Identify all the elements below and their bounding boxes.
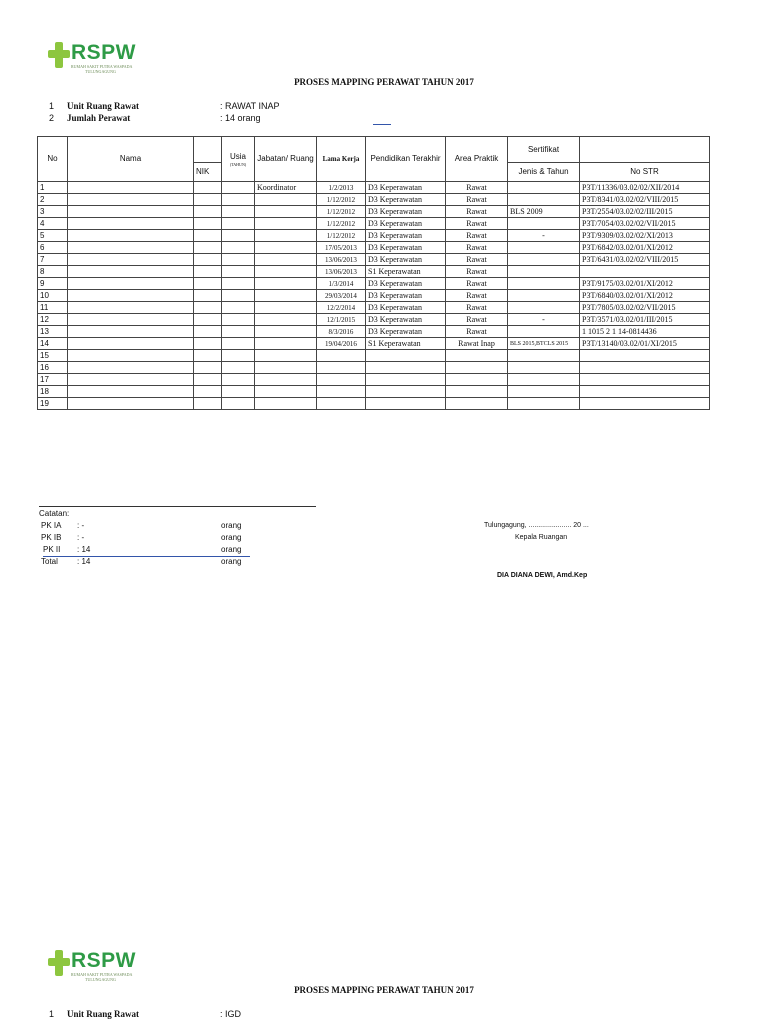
- cell-area-praktik: Rawat: [446, 206, 508, 218]
- cell-no-str: P3T/9175/03.02/01/XI/2012: [580, 278, 710, 290]
- cell-pendidikan: D3 Keperawatan: [366, 278, 446, 290]
- hospital-logo: [48, 42, 136, 74]
- logo-name: RSPW: [71, 949, 136, 972]
- cell-jabatan: [255, 302, 317, 314]
- cell-usia: [222, 314, 255, 326]
- cell-no: 17: [38, 374, 68, 386]
- header-sertifikat: Sertifikat: [508, 137, 580, 163]
- cell-nama: [68, 374, 194, 386]
- header-lama-kerja: Lama Kerja: [317, 137, 366, 182]
- cell-nik: [194, 374, 222, 386]
- cell-nik: [194, 326, 222, 338]
- header-nik: NIK: [194, 163, 222, 182]
- note-row-unit: orang: [221, 545, 242, 554]
- table-row: [38, 194, 710, 206]
- header-no-str: No STR: [580, 163, 710, 182]
- cell-sertifikat: -: [508, 230, 580, 242]
- signature-place-date: Tulungagung, ...................... 20 ...: [484, 522, 589, 529]
- cell-no: 8: [38, 266, 68, 278]
- cell-no-str: P3T/8341/03.02/02/VIII/2015: [580, 194, 710, 206]
- note-row-value: : -: [77, 521, 85, 530]
- cell-area-praktik: Rawat: [446, 242, 508, 254]
- logo-city: TULUNGAGUNG: [85, 977, 116, 982]
- cell-no-str: P3T/6431/03.02/02/VIII/2015: [580, 254, 710, 266]
- table-row: [38, 398, 710, 410]
- cell-area-praktik: [446, 374, 508, 386]
- cell-nik: [194, 254, 222, 266]
- header-nama: Nama: [68, 137, 194, 182]
- header-usia-unit: (TAHUN): [229, 161, 247, 167]
- cell-area-praktik: Rawat: [446, 326, 508, 338]
- cell-nik: [194, 314, 222, 326]
- cell-usia: [222, 338, 255, 350]
- cell-nik: [194, 338, 222, 350]
- cell-no: 7: [38, 254, 68, 266]
- header-usia: [222, 137, 255, 182]
- cell-area-praktik: Rawat: [446, 218, 508, 230]
- cell-no: 4: [38, 218, 68, 230]
- cell-sertifikat: [508, 386, 580, 398]
- cell-usia: [222, 398, 255, 410]
- cell-jabatan: [255, 386, 317, 398]
- cell-jabatan: [255, 194, 317, 206]
- header-jabatan: Jabatan/ Ruang: [255, 137, 317, 182]
- cell-area-praktik: Rawat: [446, 314, 508, 326]
- cell-sertifikat: [508, 302, 580, 314]
- cell-pendidikan: [366, 350, 446, 362]
- cell-no-str: P3T/6842/03.02/01/XI/2012: [580, 242, 710, 254]
- cell-pendidikan: [366, 386, 446, 398]
- cell-pendidikan: D3 Keperawatan: [366, 194, 446, 206]
- table-row: [38, 362, 710, 374]
- cell-nama: [68, 386, 194, 398]
- cell-jabatan: Koordinator: [255, 182, 317, 194]
- cell-nama: [68, 362, 194, 374]
- cell-area-praktik: [446, 386, 508, 398]
- cell-nama: [68, 326, 194, 338]
- info-value: : RAWAT INAP: [220, 101, 280, 111]
- logo-subtitle: RUMAH SAKIT PUTRA WASPADA: [71, 64, 133, 69]
- cell-nama: [68, 338, 194, 350]
- cell-no: 3: [38, 206, 68, 218]
- header-usia-label: Usia: [229, 151, 246, 161]
- table-row: [38, 242, 710, 254]
- cell-area-praktik: Rawat: [446, 254, 508, 266]
- cell-jabatan: [255, 290, 317, 302]
- cell-area-praktik: [446, 362, 508, 374]
- notes-label: Catatan:: [39, 509, 70, 518]
- cell-no-str: [580, 362, 710, 374]
- cell-pendidikan: D3 Keperawatan: [366, 326, 446, 338]
- cell-jabatan: [255, 230, 317, 242]
- cell-sertifikat: [508, 194, 580, 206]
- cell-lama-kerja: 17/05/2013: [317, 242, 366, 254]
- cell-pendidikan: S1 Keperawatan: [366, 266, 446, 278]
- cell-pendidikan: D3 Keperawatan: [366, 206, 446, 218]
- info-value: : 14 orang: [220, 113, 261, 123]
- cell-jabatan: [255, 362, 317, 374]
- cell-lama-kerja: 1/12/2012: [317, 194, 366, 206]
- table-row: [38, 278, 710, 290]
- cell-sertifikat: [508, 290, 580, 302]
- cell-usia: [222, 218, 255, 230]
- cell-jabatan: [255, 218, 317, 230]
- cell-sertifikat: [508, 398, 580, 410]
- cell-jabatan: [255, 398, 317, 410]
- cell-usia: [222, 242, 255, 254]
- table-row: [38, 206, 710, 218]
- cell-usia: [222, 230, 255, 242]
- cell-pendidikan: [366, 362, 446, 374]
- note-row-value: : 14: [77, 557, 91, 566]
- cell-lama-kerja: [317, 374, 366, 386]
- table-row: [38, 374, 710, 386]
- note-row-label: Total: [41, 557, 58, 566]
- logo-name: RSPW: [71, 41, 136, 64]
- cell-pendidikan: D3 Keperawatan: [366, 242, 446, 254]
- table-row: [38, 338, 710, 350]
- cell-jabatan: [255, 206, 317, 218]
- cell-no: 18: [38, 386, 68, 398]
- header-area-praktik: Area Praktik: [446, 137, 508, 182]
- cell-pendidikan: D3 Keperawatan: [366, 182, 446, 194]
- cell-nama: [68, 350, 194, 362]
- header-no: No: [38, 137, 68, 182]
- cell-no-str: 1 1015 2 1 14-0814436: [580, 326, 710, 338]
- cell-no-str: [580, 266, 710, 278]
- cell-lama-kerja: 12/1/2015: [317, 314, 366, 326]
- cell-no-str: [580, 398, 710, 410]
- info-number: 1: [49, 101, 55, 111]
- underline-mark: [373, 124, 391, 125]
- cell-sertifikat: [508, 242, 580, 254]
- cell-pendidikan: D3 Keperawatan: [366, 254, 446, 266]
- cell-no: 13: [38, 326, 68, 338]
- cell-pendidikan: D3 Keperawatan: [366, 314, 446, 326]
- cell-area-praktik: Rawat: [446, 230, 508, 242]
- cell-lama-kerja: 8/3/2016: [317, 326, 366, 338]
- cell-nama: [68, 206, 194, 218]
- cell-lama-kerja: 29/03/2014: [317, 290, 366, 302]
- cell-sertifikat: [508, 374, 580, 386]
- cell-usia: [222, 206, 255, 218]
- cell-sertifikat: [508, 218, 580, 230]
- cell-pendidikan: D3 Keperawatan: [366, 290, 446, 302]
- info-label: Jumlah Perawat: [67, 113, 131, 123]
- cell-area-praktik: [446, 398, 508, 410]
- cell-lama-kerja: [317, 398, 366, 410]
- cell-sertifikat: [508, 254, 580, 266]
- cell-area-praktik: Rawat: [446, 302, 508, 314]
- cell-no: 5: [38, 230, 68, 242]
- cell-sertifikat: [508, 266, 580, 278]
- cell-no: 12: [38, 314, 68, 326]
- info-number: 1: [49, 1009, 55, 1019]
- cell-lama-kerja: [317, 386, 366, 398]
- cell-no: 9: [38, 278, 68, 290]
- table-row: [38, 302, 710, 314]
- cell-no: 6: [38, 242, 68, 254]
- cell-nik: [194, 350, 222, 362]
- cell-area-praktik: Rawat: [446, 194, 508, 206]
- cell-nama: [68, 218, 194, 230]
- cell-no-str: P3T/2554/03.02/02/III/2015: [580, 206, 710, 218]
- hospital-logo: [48, 950, 136, 982]
- logo-city: TULUNGAGUNG: [85, 69, 116, 74]
- cell-area-praktik: Rawat: [446, 278, 508, 290]
- cell-area-praktik: Rawat: [446, 182, 508, 194]
- note-row-unit: orang: [221, 557, 242, 566]
- cell-nik: [194, 206, 222, 218]
- cell-no: 16: [38, 362, 68, 374]
- cell-usia: [222, 266, 255, 278]
- cell-pendidikan: D3 Keperawatan: [366, 218, 446, 230]
- cell-nama: [68, 266, 194, 278]
- cell-no: 2: [38, 194, 68, 206]
- cell-sertifikat: [508, 362, 580, 374]
- table-row: [38, 182, 710, 194]
- cell-sertifikat: [508, 350, 580, 362]
- cell-usia: [222, 362, 255, 374]
- cell-nik: [194, 290, 222, 302]
- cell-nik: [194, 362, 222, 374]
- cell-nama: [68, 254, 194, 266]
- table-row: [38, 254, 710, 266]
- cell-no-str: P3T/6840/03.02/01/XI/2012: [580, 290, 710, 302]
- table-row: [38, 314, 710, 326]
- note-row-unit: orang: [221, 533, 242, 542]
- info-label: Unit Ruang Rawat: [67, 1009, 140, 1019]
- table-row: [38, 230, 710, 242]
- note-row-label: PK IA: [41, 521, 62, 530]
- cell-no-str: P3T/7054/03.02/02/VII/2015: [580, 218, 710, 230]
- cell-no: 1: [38, 182, 68, 194]
- cell-nik: [194, 194, 222, 206]
- header-str-top: [580, 137, 710, 163]
- cell-lama-kerja: 13/06/2013: [317, 254, 366, 266]
- cell-no-str: P3T/9309/03.02/02/XI/2013: [580, 230, 710, 242]
- cell-jabatan: [255, 278, 317, 290]
- cell-jabatan: [255, 254, 317, 266]
- cell-lama-kerja: [317, 362, 366, 374]
- cell-no-str: [580, 350, 710, 362]
- table-row: [38, 350, 710, 362]
- cell-usia: [222, 326, 255, 338]
- cell-nama: [68, 194, 194, 206]
- cell-usia: [222, 278, 255, 290]
- cell-usia: [222, 350, 255, 362]
- header-nik-top: [194, 137, 222, 163]
- cell-nik: [194, 266, 222, 278]
- note-row-label: PK II: [43, 545, 61, 554]
- medical-cross-icon: [48, 42, 70, 68]
- cell-usia: [222, 254, 255, 266]
- cell-no-str: [580, 374, 710, 386]
- cell-nik: [194, 182, 222, 194]
- info-label: Unit Ruang Rawat: [67, 101, 140, 111]
- cell-jabatan: [255, 338, 317, 350]
- cell-jabatan: [255, 242, 317, 254]
- cell-nik: [194, 302, 222, 314]
- table-row: [38, 386, 710, 398]
- cell-no: 11: [38, 302, 68, 314]
- cell-no-str: P3T/3571/03.02/01/III/2015: [580, 314, 710, 326]
- cell-nama: [68, 278, 194, 290]
- table-row: [38, 218, 710, 230]
- cell-sertifikat: BLS 2009: [508, 206, 580, 218]
- note-row-unit: orang: [221, 521, 242, 530]
- signature-name: DIA DIANA DEWI, Amd.Kep: [497, 572, 588, 579]
- cell-no-str: P3T/13140/03.02/01/XI/2015: [580, 338, 710, 350]
- table-row: [38, 266, 710, 278]
- medical-cross-icon: [48, 950, 70, 976]
- cell-lama-kerja: 13/06/2013: [317, 266, 366, 278]
- notes-divider: [39, 506, 316, 507]
- cell-usia: [222, 290, 255, 302]
- cell-nama: [68, 242, 194, 254]
- cell-usia: [222, 302, 255, 314]
- cell-lama-kerja: 19/04/2016: [317, 338, 366, 350]
- cell-jabatan: [255, 266, 317, 278]
- cell-nama: [68, 230, 194, 242]
- cell-nama: [68, 290, 194, 302]
- cell-pendidikan: [366, 374, 446, 386]
- cell-nik: [194, 278, 222, 290]
- cell-sertifikat: [508, 278, 580, 290]
- cell-sertifikat: [508, 326, 580, 338]
- table-row: [38, 326, 710, 338]
- cell-lama-kerja: [317, 350, 366, 362]
- document-title: PROSES MAPPING PERAWAT TAHUN 2017: [294, 77, 474, 87]
- cell-nama: [68, 314, 194, 326]
- cell-no-str: P3T/11336/03.02/02/XII/2014: [580, 182, 710, 194]
- info-number: 2: [49, 113, 55, 123]
- cell-nama: [68, 398, 194, 410]
- cell-usia: [222, 386, 255, 398]
- nurse-mapping-table: [37, 136, 710, 410]
- cell-no: 14: [38, 338, 68, 350]
- note-row-label: PK IB: [41, 533, 62, 542]
- cell-lama-kerja: 1/12/2012: [317, 206, 366, 218]
- table-row: [38, 290, 710, 302]
- cell-nik: [194, 398, 222, 410]
- note-row-value: : -: [77, 533, 85, 542]
- cell-lama-kerja: 1/12/2012: [317, 218, 366, 230]
- cell-pendidikan: D3 Keperawatan: [366, 230, 446, 242]
- cell-usia: [222, 194, 255, 206]
- cell-lama-kerja: 1/2/2013: [317, 182, 366, 194]
- header-jenis-tahun: Jenis & Tahun: [508, 163, 580, 182]
- cell-sertifikat: BLS 2015,BTCLS 2015: [508, 338, 580, 350]
- header-pendidikan: Pendidikan Terakhir: [366, 137, 446, 182]
- note-underline: [43, 556, 250, 557]
- document-title: PROSES MAPPING PERAWAT TAHUN 2017: [294, 985, 474, 995]
- cell-sertifikat: [508, 182, 580, 194]
- cell-area-praktik: [446, 350, 508, 362]
- cell-pendidikan: S1 Keperawatan: [366, 338, 446, 350]
- note-row-value: : 14: [77, 545, 91, 554]
- cell-area-praktik: Rawat Inap: [446, 338, 508, 350]
- cell-lama-kerja: 1/12/2012: [317, 230, 366, 242]
- signature-role: Kepala Ruangan: [515, 534, 568, 541]
- cell-jabatan: [255, 350, 317, 362]
- cell-no: 15: [38, 350, 68, 362]
- cell-sertifikat: -: [508, 314, 580, 326]
- cell-nik: [194, 230, 222, 242]
- cell-no: 19: [38, 398, 68, 410]
- cell-lama-kerja: 12/2/2014: [317, 302, 366, 314]
- cell-nama: [68, 302, 194, 314]
- cell-nik: [194, 242, 222, 254]
- cell-nama: [68, 182, 194, 194]
- cell-jabatan: [255, 374, 317, 386]
- cell-no-str: [580, 386, 710, 398]
- logo-subtitle: RUMAH SAKIT PUTRA WASPADA: [71, 972, 133, 977]
- cell-jabatan: [255, 314, 317, 326]
- cell-pendidikan: D3 Keperawatan: [366, 302, 446, 314]
- cell-pendidikan: [366, 398, 446, 410]
- cell-usia: [222, 182, 255, 194]
- cell-usia: [222, 374, 255, 386]
- cell-nik: [194, 386, 222, 398]
- cell-nik: [194, 218, 222, 230]
- cell-area-praktik: Rawat: [446, 266, 508, 278]
- cell-no-str: P3T/7805/03.02/02/VII/2015: [580, 302, 710, 314]
- cell-area-praktik: Rawat: [446, 290, 508, 302]
- info-value: : IGD: [220, 1009, 242, 1019]
- cell-jabatan: [255, 326, 317, 338]
- cell-no: 10: [38, 290, 68, 302]
- cell-lama-kerja: 1/3/2014: [317, 278, 366, 290]
